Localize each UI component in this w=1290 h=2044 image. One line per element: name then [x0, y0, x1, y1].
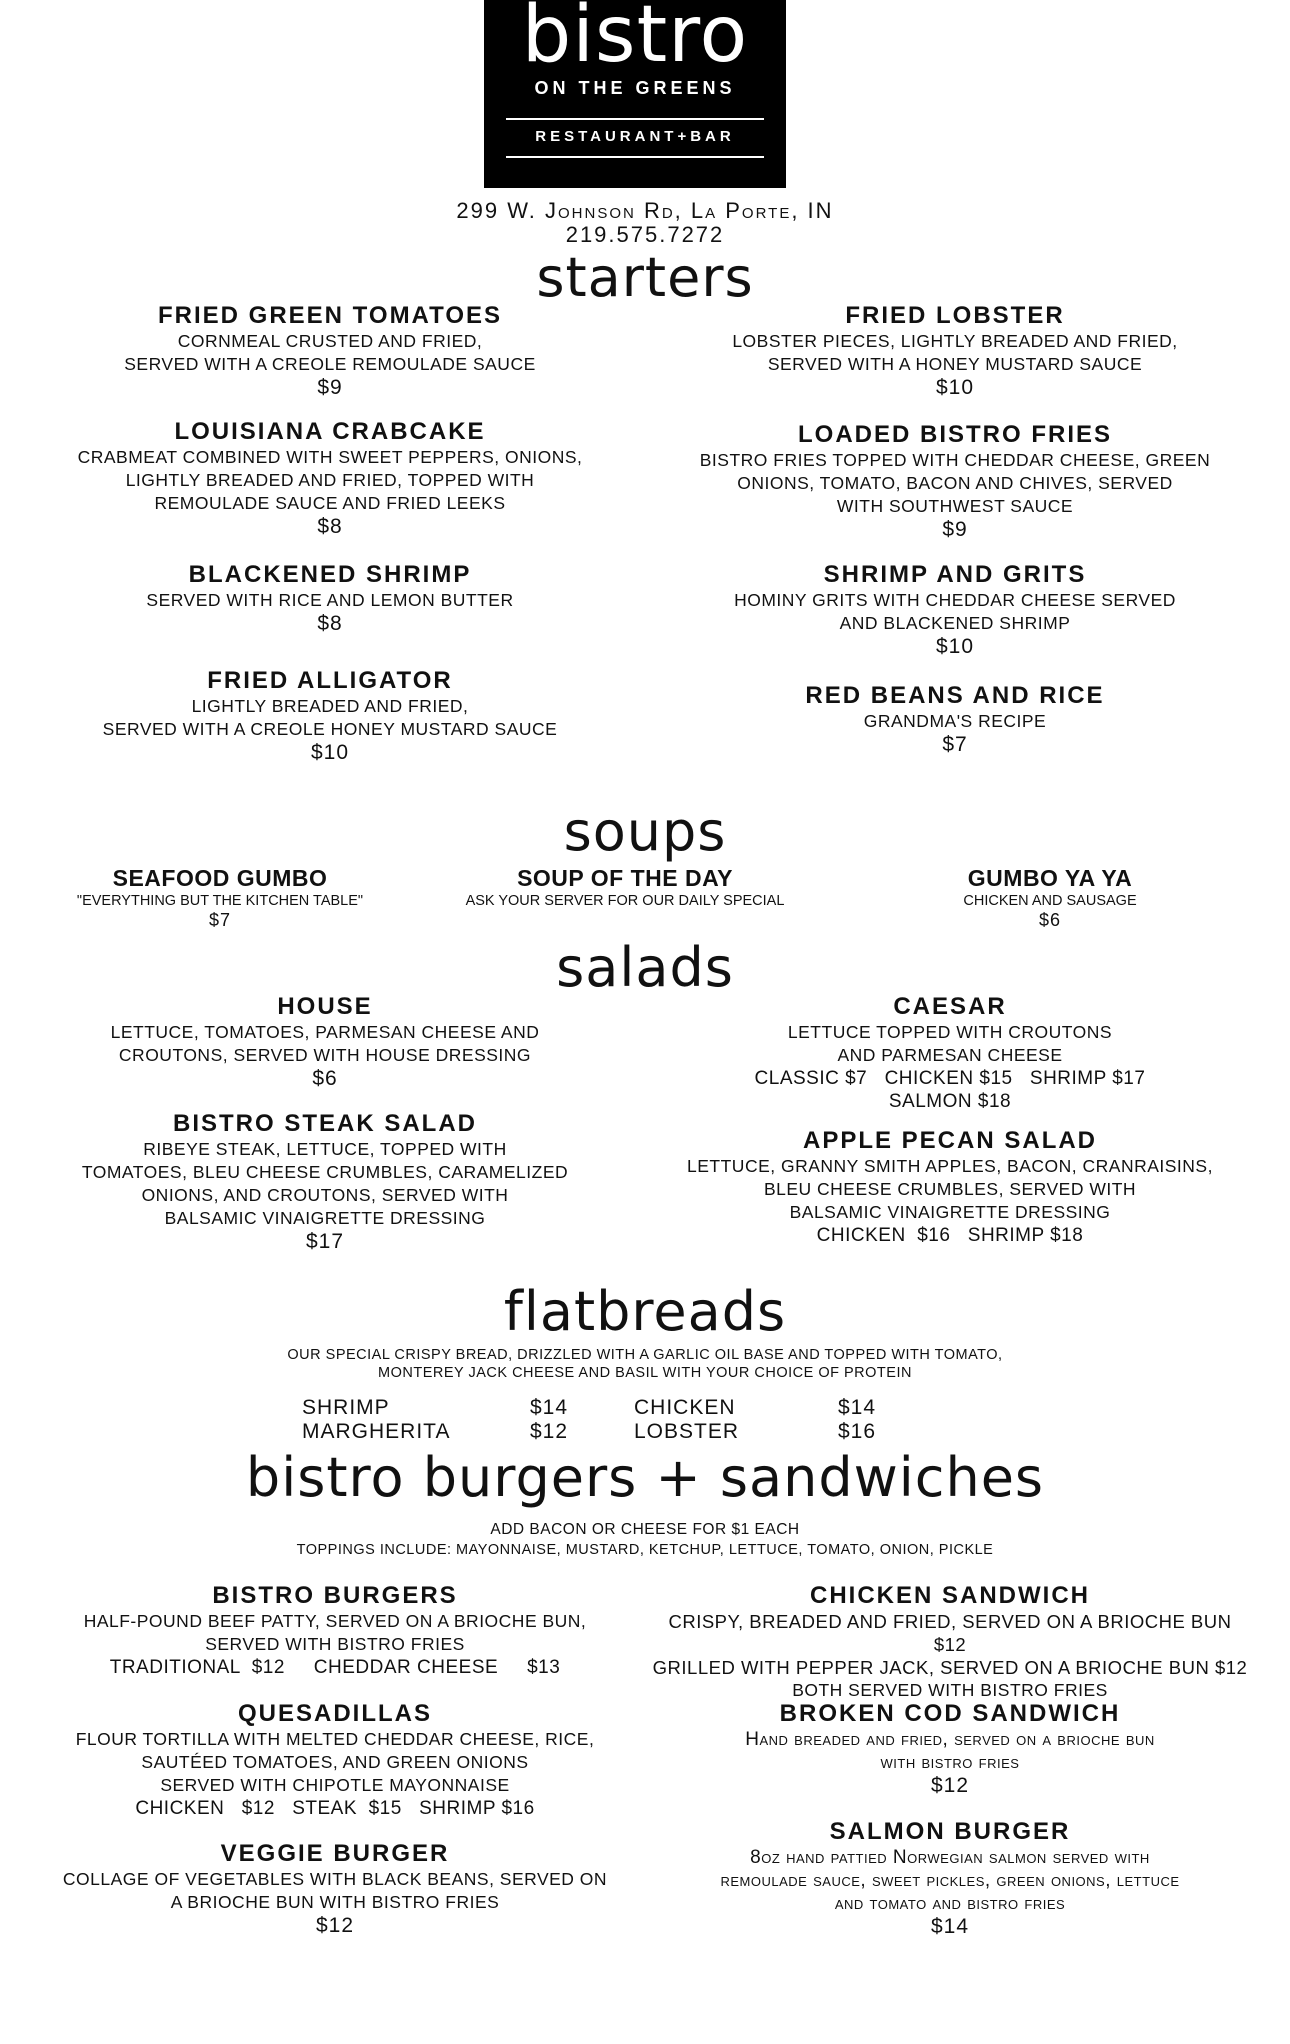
menu-item: RED BEANS AND RICE GRANDMA'S RECIPE $7 — [805, 682, 1105, 756]
menu-item: FRIED LOBSTER LOBSTER PIECES, LIGHTLY BREADED AND FRIED, SERVED WITH A HONEY MUSTARD SAUCE $10 — [732, 302, 1178, 399]
logo-subtitle: ON THE GREENS — [534, 78, 736, 98]
menu-item: HOUSE LETTUCE, TOMATOES, PARMESAN CHEESE AND CROUTONS, SERVED WITH HOUSE DRESSING $6 — [110, 993, 540, 1090]
menu-item: BISTRO BURGERS HALF-POUND BEEF PATTY, SERVED ON A BRIOCHE BUN, SERVED WITH BISTRO FRIES TRADITIONAL $12 CHEDDAR CHEESE $13 — [83, 1582, 587, 1678]
menu-item: LOADED BISTRO FRIES BISTRO FRIES TOPPED WITH CHEDDAR CHEESE, GREEN ONIONS, TOMATO, BACON AND CHIVES, SERVED WITH SOUTHWEST SAUCE $9 — [699, 421, 1211, 541]
menu-item: SALMON BURGER 8oz hand pattied Norwegian salmon served with remoulade sauce, sweet pickles, green onions, lettuce and tomato and bistro fries $14 — [720, 1818, 1180, 1938]
menu-item: SEAFOOD GUMBO "EVERYTHING BUT THE KITCHEN TABLE" $7 — [76, 865, 364, 930]
menu-item: LOUISIANA CRABCAKE CRABMEAT COMBINED WITH SWEET PEPPERS, ONIONS, LIGHTLY BREADED AND FRIED, TOPPED WITH REMOULADE SAUCE AND FRIED LEEKS $8 — [77, 418, 583, 538]
flatbread-price: $16 — [838, 1420, 877, 1443]
menu-item: SOUP OF THE DAY ASK YOUR SERVER FOR OUR DAILY SPECIAL — [465, 865, 785, 909]
logo-rule-bottom — [506, 156, 764, 158]
menu-item: VEGGIE BURGER COLLAGE OF VEGETABLES WITH BLACK BEANS, SERVED ON A BRIOCHE BUN WITH BISTRO FRIES $12 — [62, 1840, 608, 1937]
flatbread-name: SHRIMP — [302, 1396, 390, 1419]
burger-toppings-note: TOPPINGS INCLUDE: MAYONNAISE, MUSTARD, KETCHUP, LETTUCE, TOMATO, ONION, PICKLE — [296, 1542, 994, 1558]
menu-item: BISTRO STEAK SALAD RIBEYE STEAK, LETTUCE, TOPPED WITH TOMATOES, BLEU CHEESE CRUMBLES, CARAMELIZED ONIONS, AND CROUTONS, SERVED WITH BALSAMIC VINAIGRETTE DRESSING $17 — [81, 1110, 569, 1253]
logo-word: bistro — [521, 0, 749, 80]
menu-item: SHRIMP AND GRITS HOMINY GRITS WITH CHEDDAR CHEESE SERVED AND BLACKENED SHRIMP $10 — [734, 561, 1176, 658]
section-heading-starters: starters — [536, 246, 754, 309]
burger-addon-note: ADD BACON OR CHEESE FOR $1 EACH — [490, 1521, 800, 1538]
restaurant-logo — [484, 0, 786, 188]
section-heading-soups: soups — [563, 800, 727, 863]
flatbread-name: LOBSTER — [634, 1420, 740, 1443]
menu-item: APPLE PECAN SALAD LETTUCE, GRANNY SMITH APPLES, BACON, CRANRAISINS, BLEU CHEESE CRUMBLES, SERVED WITH BALSAMIC VINAIGRETTE DRESSING CHICKEN $16 SHRIMP $18 — [687, 1127, 1213, 1246]
flatbread-price: $14 — [530, 1396, 569, 1419]
menu-item: CAESAR LETTUCE TOPPED WITH CROUTONS AND PARMESAN CHEESE CLASSIC $7 CHICKEN $15 SHRIMP $17 SALMON $18 — [754, 993, 1146, 1112]
flatbread-description: OUR SPECIAL CRISPY BREAD, DRIZZLED WITH A GARLIC OIL BASE AND TOPPED WITH TOMATO, — [287, 1347, 1003, 1363]
flatbread-name: MARGHERITA — [302, 1420, 451, 1443]
menu-item: QUESADILLAS FLOUR TORTILLA WITH MELTED CHEDDAR CHEESE, RICE, SAUTÉED TOMATOES, AND GREEN ONIONS SERVED WITH CHIPOTLE MAYONNAISE CHICKEN $12 STEAK $15 SHRIMP $16 — [75, 1700, 595, 1819]
flatbread-name: CHICKEN — [634, 1396, 736, 1419]
section-heading-salads: salads — [556, 936, 734, 999]
menu-item: FRIED GREEN TOMATOES CORNMEAL CRUSTED AND FRIED, SERVED WITH A CREOLE REMOULADE SAUCE $9 — [124, 302, 536, 399]
menu-item: FRIED ALLIGATOR LIGHTLY BREADED AND FRIED, SERVED WITH A CREOLE HONEY MUSTARD SAUCE $10 — [102, 667, 558, 764]
logo-tagline: RESTAURANT+BAR — [535, 128, 735, 145]
menu-item: GUMBO YA YA CHICKEN AND SAUSAGE $6 — [963, 865, 1137, 930]
flatbread-price: $14 — [838, 1396, 877, 1419]
flatbread-description: MONTEREY JACK CHEESE AND BASIL WITH YOUR CHOICE OF PROTEIN — [378, 1365, 912, 1381]
section-heading-flatbreads: flatbreads — [503, 1280, 787, 1343]
menu-item: BLACKENED SHRIMP SERVED WITH RICE AND LEMON BUTTER $8 — [146, 561, 514, 635]
menu-item: CHICKEN SANDWICH CRISPY, BREADED AND FRIED, SERVED ON A BRIOCHE BUN $12 GRILLED WITH PEPPER JACK, SERVED ON A BRIOCHE BUN $12 BOTH SERVED WITH BISTRO FRIES — [652, 1582, 1248, 1700]
address: 299 W. Johnson Rd, La Porte, IN — [456, 198, 834, 223]
phone: 219.575.7272 — [565, 222, 725, 247]
logo-rule-top — [506, 118, 764, 120]
flatbread-price: $12 — [530, 1420, 569, 1443]
section-heading-burgers: bistro burgers + sandwiches — [245, 1446, 1045, 1509]
menu-item: BROKEN COD SANDWICH Hand breaded and fried, served on a brioche bun with bistro fries $12 — [745, 1700, 1155, 1797]
flatbread-price-list — [0, 1396, 1290, 1448]
